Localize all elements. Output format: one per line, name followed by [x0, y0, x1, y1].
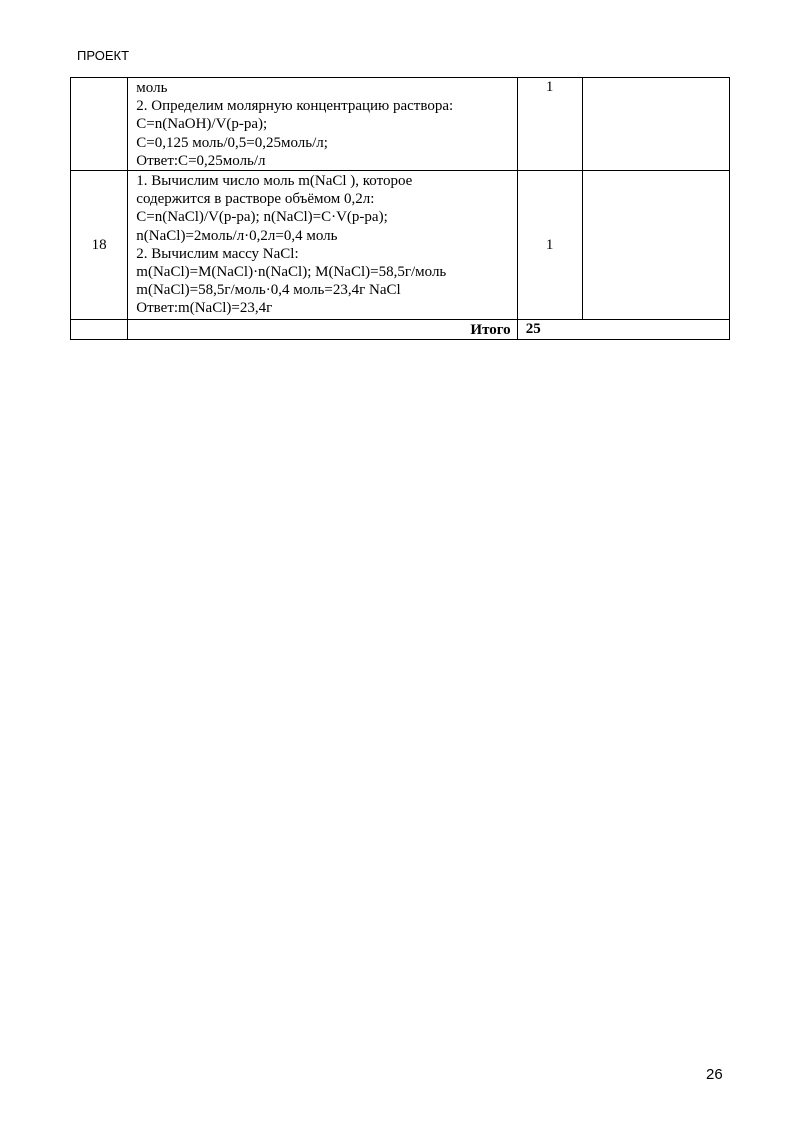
solution-line: 2. Определим молярную концентрацию раствора: [136, 98, 454, 115]
table-row [71, 171, 730, 320]
task-number: 18 [71, 171, 128, 320]
solution-line: Ответ:m(NaCl)=23,4г [136, 300, 273, 317]
solution-line: моль [136, 80, 168, 96]
answers-table [70, 77, 730, 340]
page-number: 26 [706, 1066, 723, 1083]
solution-line: 1. Вычислим число моль m(NaCl ), которое [136, 173, 413, 190]
solution-cell [128, 78, 517, 171]
solution-line: C=n(NaCl)/V(р-ра); n(NaCl)=C·V(р-ра); [136, 209, 388, 226]
solution-line: m(NaCl)=M(NaCl)·n(NaCl); M(NaCl)=58,5г/моль [136, 264, 447, 281]
score-cell: 1 [517, 171, 582, 320]
solution-line: C=n(NaOH)/V(р-ра); [136, 116, 268, 133]
score-cell: 1 [517, 78, 582, 171]
empty-cell [582, 171, 729, 320]
solution-line: C=0,125 моль/0,5=0,25моль/л; [136, 134, 328, 151]
total-value: 25 [517, 320, 729, 340]
table-row [71, 78, 730, 171]
total-row [71, 320, 730, 340]
empty-cell [582, 78, 729, 171]
solution-line: m(NaCl)=58,5г/моль·0,4 моль=23,4г NaCl [136, 282, 401, 299]
header-label: ПРОЕКТ [77, 48, 130, 63]
task-number [71, 78, 128, 171]
solution-line: 2. Вычислим массу NaCl: [136, 245, 299, 262]
solution-line: Ответ:С=0,25моль/л [136, 152, 266, 169]
solution-line: содержится в растворе объёмом 0,2л: [136, 191, 375, 208]
total-label: Итого [128, 320, 517, 340]
solution-cell [128, 171, 517, 320]
empty-cell [71, 320, 128, 340]
solution-line: n(NaCl)=2моль/л·0,2л=0,4 моль [136, 227, 338, 244]
